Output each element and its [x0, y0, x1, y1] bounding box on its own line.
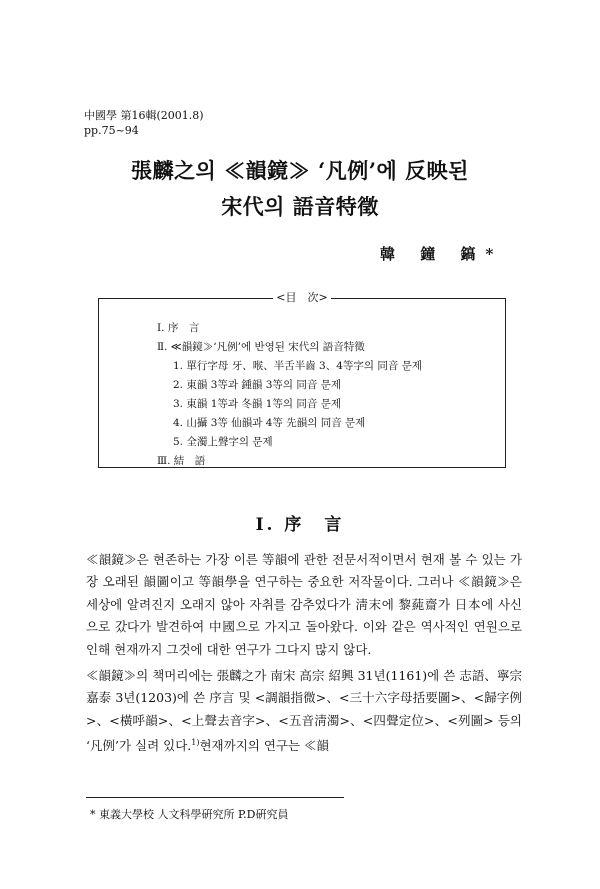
section-title: Ⅰ. 序 言: [255, 515, 345, 535]
toc-subitem: 2. 東韻 3等과 鍾韻 3等의 同音 문제: [173, 379, 341, 391]
journal-info: [84, 108, 204, 138]
footnote: * 東義大學校 人文科學硏究所 P.D硏究員: [90, 808, 289, 821]
paragraph-2-tail: 현재까지의 연구는 ≪韻: [199, 738, 330, 754]
toc-list: [157, 319, 422, 471]
body-text: [86, 549, 522, 758]
toc-item: Ⅱ. ≪韻鏡≫‘凡例’에 반영된 宋代의 語音特徵: [157, 341, 365, 353]
toc-subitem: 4. 山攝 3等 仙韻과 4等 先韻의 同音 문제: [173, 417, 366, 429]
author-name: 韓 鐘 鎬*: [380, 245, 504, 263]
toc-item: Ⅰ. 序 言: [157, 322, 200, 334]
paragraph-2-text: ≪韻鏡≫의 책머리에는 張麟之가 南宋 高宗 紹興 31년(1161)에 쓴 志語、寧宗 嘉泰 3년(1203)에 쓴 序言 및 <調韻指微>、<三十六字母括要圖>、<歸字例>、<橫呼韻>、<上聲去音字>、<五音淸濁>、<四聲定位>、<列圖> 등의 ‘凡例’가 실려 있다.: [86, 668, 522, 754]
toc-subitem: 3. 東韻 1等과 冬韻 1等의 同音 문제: [173, 398, 341, 410]
paper-title: [0, 153, 600, 225]
paper-title-line2: 宋代의 語音特徵: [221, 194, 379, 219]
journal-pages: pp.75~94: [84, 124, 139, 137]
table-of-contents: [98, 291, 506, 468]
footnote-divider: [86, 797, 344, 798]
paper-title-line1: 張麟之의 ≪韻鏡≫ ‘凡例’에 反映된: [131, 158, 469, 183]
toc-heading: <目 次>: [273, 291, 330, 304]
journal-issue: 中國學 第16輯(2001.8): [84, 109, 204, 122]
paragraph-2: [86, 665, 522, 758]
paragraph-1: ≪韻鏡≫은 현존하는 가장 이른 等韻에 관한 전문서적이면서 현재 볼 수 있는 가장 오래된 韻圖이고 等韻學을 연구하는 중요한 저작물이다. 그러나 ≪韻鏡≫은 세상에 알려진지 오래지 않아 자취를 감추었다가 淸末에 黎蒓齋가 日本에 사신으로 갔다가 발견하여 中國으로 가지고 돌아왔다. 이와 같은 역사적인 연원으로 인해 현재까지 그것에 대한 연구가 그다지 많지 않다.: [86, 552, 522, 657]
footnote-marker: 1): [191, 738, 200, 748]
toc-subitem: 5. 全濁上聲字의 문제: [173, 436, 273, 448]
toc-subitem: 1. 單行字母 牙、喉、半舌半齒 3、4等字의 同音 문제: [173, 360, 422, 372]
toc-item: Ⅲ. 結 語: [157, 455, 206, 467]
